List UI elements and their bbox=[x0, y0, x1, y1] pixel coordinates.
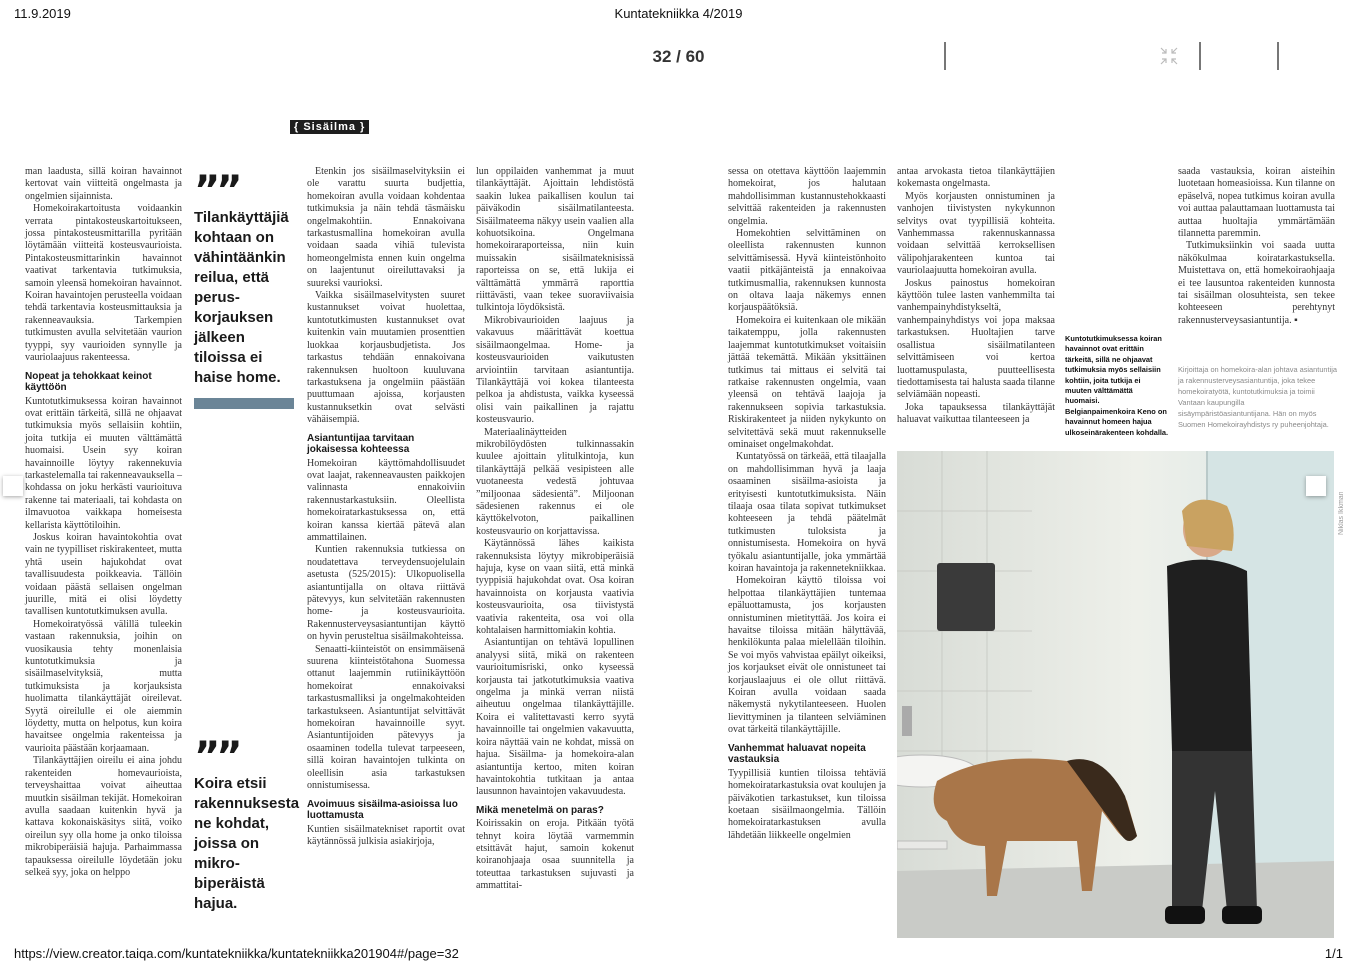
paragraph: Joskus koiran havaintokohtia ovat vain ne tyypilliset riskirakenteet, mutta yhtä usein hajukohdat ovat tavallisuudesta poikkeavia. Tällöin voidaan päästä sellaisen ongelman juurille, mitä ei olisi löydetty tavallisen kuntotutkimuksen avulla. bbox=[25, 531, 182, 618]
print-title: Kuntatekniikka 4/2019 bbox=[614, 6, 743, 21]
paragraph: Kuntotutkimuksessa koiran havainnot ovat erittäin tärkeitä, sillä ne ohjaavat tutkimuksia myös sellaisiin kohtiin, joita tutkija ei muuten välttämättä huomaisi. Usein syy koiran havainnoille löytyy rakennekuvia tarkastelemalla tai rakenneavauksella – kohdassa on joku herkästi vaurioituva rakenne tai materiaali, tai kohdasta on ilmavuotoa vaikkapa homeisesta kellarista käyttötiloihin. bbox=[25, 395, 182, 531]
article-column-1 bbox=[25, 166, 182, 879]
photo-credit: Niklas Ikkman bbox=[1338, 491, 1345, 535]
subheading: Asiantuntijaa tarvitaan jokaisessa kohteessa bbox=[307, 432, 415, 456]
subheading: Avoimuus sisäilma-asioissa luo luottamusta bbox=[307, 798, 458, 821]
article-photo bbox=[897, 451, 1334, 938]
article-column-4 bbox=[728, 166, 886, 842]
accent-bar bbox=[194, 398, 294, 409]
paragraph: Vaikka sisäilmaselvitysten suuret kustannukset voivat huolettaa, kuntotutkimusten kustannukset ovat kuitenkin vain muutamien prosenttien luokkaa korjausbudjetista. Jos tarkastus tehdään ennakoivana rakennuksen huoltoon kuuluvana tarkastuksena ja ongelmiin päästään puuttumaan ajoissa, korjausten kustannuksetkin ovat selvästi vähäisempiä. bbox=[307, 290, 465, 426]
section-tag: { Sisäilma } bbox=[290, 120, 369, 134]
pull-quote bbox=[194, 168, 300, 409]
article-column-3 bbox=[476, 166, 634, 893]
paragraph: Joka tapauksessa tilankäyttäjät haluavat vaikuttaa tilanteeseen ja bbox=[897, 401, 1055, 426]
toolbar-divider bbox=[1277, 42, 1279, 70]
author-bio: Kirjoittaja on homekoira-alan johtava asiantuntija ja rakennusterveysasiantuntija, joka tekee homekoiratyötä, kuntotutkimuksia ja toimii Vantaan kaupungilla sisäympäristöasiantuntijana. Hän on myös Suomen Homekoirayhdistys ry puheenjohtaja. bbox=[1178, 365, 1337, 429]
paragraph: Kuntien sisäilmatekniset raportit ovat käytännössä julkisia asiakirjoja, bbox=[307, 823, 465, 847]
toolbar-divider bbox=[1199, 42, 1201, 70]
paragraph: Etenkin jos sisäilmaselvityksiin ei ole varattu suurta budjettia, homekoiran avulla voidaan kohdentaa tutkimuksia ja näin tehdä täsmäisku ongelmakohtiin. Ennakoivana tarkastusmallina homekoiran avulla voidaan saada vihiä tulevista homeongelmista ennen kuin ongelma on laajentunut oireiluttavaksi ja suureksi vaurioksi. bbox=[307, 166, 465, 289]
next-page-button[interactable] bbox=[1306, 476, 1326, 496]
quote-mark-icon: ”” bbox=[194, 168, 239, 214]
paragraph: antaa arvokasta tietoa tilankäyttäjien kokemasta ongelmasta. bbox=[897, 166, 1055, 190]
print-date: 11.9.2019 bbox=[14, 6, 71, 21]
pull-quote-text: Tilankäyttäjiä kohtaan on vähintäänkin reilua, että perus-korjauksen jälkeen tiloissa ei haise home. bbox=[194, 209, 289, 386]
paragraph: Käytännössä lähes kaikista rakennuksista löytyy mikrobiperäisiä hajuja, kyse on vaan siitä, että minkä tyyppisiä hajukohdat ovat. Osa koiran havainnoista on korjausta vaativia kosteusvaurioita, osa tiivistystä vaativia rakenteita, osa voi olla kohtalaisen harmittomiakin kohtia. bbox=[476, 538, 634, 637]
subheading: Nopeat ja tehokkaat keinot käyttöön bbox=[25, 370, 152, 393]
paragraph: Homekoirakartoitusta voidaankin verrata pintakosteuskartoitukseen, jossa pintakosteusmittarilla pyritään löytämään viitteitä kosteusvaurioista. Pintakosteusmittarinkin havainnot vaativat tarkentavia tutkimuksia, samoin yleensä homekoiran havainnot. Koiran havaintojen perusteella voidaan tehdä tarkentavia kosteusmittauksia ja rakenneavauksia. Tarkempien tutkimusten avulla selvitetään vaurion tyyppi, syy vaurioiden synnylle ja vauriolaajuus rakenteessa. bbox=[25, 203, 182, 364]
toolbar-divider bbox=[944, 42, 946, 70]
paragraph: Kuntien rakennuksia tutkiessa on noudatettava terveydensuojelulain asetusta (525/2015): Ulkopuolisella asiantuntijalla on oltava riittävä pätevyys, kun selvitetään rakennusten home- ja kosteusvaurioita. Rakennusterveysasiantuntijan käyttö on hyvin perusteltua sisäilmakohteissa. bbox=[307, 544, 465, 643]
fullscreen-icon[interactable] bbox=[1157, 44, 1181, 68]
article-column-6 bbox=[1178, 166, 1335, 327]
print-url: https://view.creator.taiqa.com/kuntatekniikka/kuntatekniikka201904#/page=32 bbox=[14, 946, 459, 961]
paragraph: Materiaalinäytteiden mikrobilöydösten tulkinnassakin kuulee ajoittain ylitulkintoja, kun tilankäyttäjä pelkää vesipisteen alle vuotaneesta vedestä johtuvaa ”miljoonaa sädesientä”. Miljoonan sädesienen rakennus ei ole käyttökelvoton, paikallinen kosteusvaurio on korjattavissa. bbox=[476, 426, 634, 537]
paragraph: lun oppilaiden vanhemmat ja muut tilankäyttäjät. Ajoittain lehdistöstä saakin lukea paikallisen koulun tai päiväkodin sisäilmatilanteesta. Sisäilmateema näkyy usein vaalien alla kohuotsikoina. Ongelmana homekoiraraporteissa, niin kuin muissakin sisäilmateknisissä raporteissa on se, että lukija ei välttämättä ymmärrä raporttia riittävästi, vaan tekee suoraviivaisia tulkintoja löydöksistä. bbox=[476, 166, 634, 314]
paragraph: Homekoira ei kuitenkaan ole mikään taikatemppu, jolla rakennusten laajemmat kuntotutkimukset voitaisiin jättää tekemättä. Mikään yksittäinen tutkimus tai mittaus ei selvitä tai ratkaise rakennusten ongelmia, vaan yleensä on tehtävä laajoja ja rakennukseen sopivia tarkastuksia. Riskirakenteet ja niiden nykykunto on selvitettävä sekä muut rakennukselle ominaiset ongelmakohdat. bbox=[728, 314, 886, 450]
paragraph: sessa on otettava käyttöön laajemmin homekoirat, jos halutaan mahdollisimman kustannustehokkaasti selvittää rakenteiden ja rakennusten ongelmia. bbox=[728, 166, 886, 227]
photo-caption: Kuntotutkimuksessa koiran havainnot ovat erittäin tärkeitä, sillä ne ohjaavat tutkimuksia myös sellaisiin kohtiin, joita tutkija ei muuten välttämättä huomaisi. Belgianpaimenkoira Keno on havainnut homeen hajua ulkoseinärakenteen kohdalla. bbox=[1065, 334, 1169, 437]
paragraph: Homekoiratyössä välillä tuleekin vastaan rakennuksia, joihin on vuosikausia tehty monenlaisia kuntotutkimuksia ja sisäilmaselvityksiä, mutta tutkimuksista ja korjauksista huolimatta tilankäyttäjät oireilevat. Syytä oireilulle ei ole aiemmin löydetty, mutta on helpotus, kun koira havaitsee ongelmia rakenteissa ja vaurioita päästään korjaamaan. bbox=[25, 618, 182, 754]
paragraph: Homekohtien selvittäminen on oleellista rakennusten kunnon selvittämisessä. Hyvä kiinteistönhoito vaatii pitkäjänteistä ja ennakoivaa tutkimusmallia, rakennuksen kunnosta on oltava laaja näkemys ennen korjauspäätöksiä. bbox=[728, 228, 886, 314]
print-page-number: 1/1 bbox=[1324, 946, 1343, 961]
paragraph: Tilankäyttäjien oireilu ei aina johdu rakenteiden homevaurioista, terveyshaittaa voivat aiheuttaa muutkin sisäilman tekijät. Homekoiran avulla saadaan kuitenkin hyvä ja kattava kokonaiskäsitys siitä, voiko oireilun syy olla home ja onko tiloissa mikrobiperäisiä hajuja. Parhaimmassa tapauksessa oireilulle löydetään joku selkeä syy, joka on helppo bbox=[25, 755, 182, 878]
paragraph: Homekoiran käyttömahdollisuudet ovat laajat, rakenneavausten paikkojen valinnasta ennakoiviin rakennustarkastuksiin. Oleellista homekoiratarkastuksessa on, että koiran kanssa kiertää pätevä alan ammattilainen. bbox=[307, 457, 465, 543]
quote-mark-icon: ”” bbox=[194, 734, 239, 780]
pull-quote bbox=[194, 734, 300, 914]
article-column-2 bbox=[307, 166, 465, 848]
page-indicator: 32 / 60 bbox=[652, 47, 705, 66]
paragraph: Joskus painostus homekoiran käyttöön tulee lasten vanhemmilta tai vanhempainyhdistykseltä, vanhempainyhdistys voi jopa maksaa tarkastuksen. Huoltajien tarve osallistua sisäilmatilanteen selvittämiseen voi kertoa luottamuspulasta, puutteellisesta tiedottamisesta tai halusta saada tilanne selviämään nopeasti. bbox=[897, 277, 1055, 401]
previous-page-button[interactable] bbox=[3, 476, 23, 496]
paragraph: Kuntatyössä on tärkeää, että tilaajalla on mahdollisimman hyvä ja laaja osaaminen sisäilma-asioista ja erityisesti kuntotutkimuksista. Näin tilaaja osaa tilata sopivat tutkimukset kohteeseen ja tehdä päätelmät tutkimusten tuloksista ja onnistumisesta. Homekoira on hyvä työkalu asiantuntijalle, joka ymmärtää koiran havaintoja ja rakennetekniikkaa. bbox=[728, 451, 886, 574]
paragraph: Tutkimuksiinkin voi saada uutta näkökulmaa koiratarkastuksella. Muistettava on, että homekoiraohjaaja ei tee lausuntoa rakenteiden kunnosta tai sisäilman olosuhteista, sen tekee kohteeseen perehtynyt rakennusterveysasiantuntija. ▪ bbox=[1178, 240, 1335, 326]
paragraph: Senaatti-kiinteistöt on ensimmäisenä suurena kiinteistötahona Suomessa ottanut laajemmin rutiinikäyttöön homekoirat ennakoivaksi tarkastusmalliksi ja ongelmakohteiden tarkastukseen. Asiantuntijat selvittävät homekoiran havainnoille syyt. Asiantuntijoiden pätevyys ja osaaminen todella tulevat tarpeeseen, sillä koiran havaintojen tulkinta on oleellisin asia tarkastuksen onnistumisessa. bbox=[307, 643, 465, 792]
subheading: Mikä menetelmä on paras? bbox=[476, 804, 604, 816]
paragraph: Koirissakin on eroja. Pitkään työtä tehnyt koira löytää varmemmin etsittävät hajut, samoin kokenut koiranohjaaja osaa suunnitella ja toteuttaa tarkastuksen sujuvasti ja ammattitai- bbox=[476, 818, 634, 892]
subheading: Vanhemmat haluavat nopeita vastauksia bbox=[728, 742, 866, 766]
paragraph: saada vastauksia, koiran aisteihin luotetaan homeasioissa. Kun tilanne on epäselvä, nopea tutkimus koiran avulla voi auttaa palauttamaan luottamusta tai auttaa huoltajia ymmärtämään tilannetta paremmin. bbox=[1178, 166, 1335, 240]
article-column-5 bbox=[897, 166, 1055, 427]
paragraph: Tyypillisiä kuntien tiloissa tehtäviä homekoiratarkastuksia ovat koulujen ja päiväkotien tarkastukset, kun tiloissa koetaan sisäilmaongelmia. Tällöin homekoiratarkastuksen avulla lähdetään liikkeelle ongelmien bbox=[728, 767, 886, 841]
paragraph: man laadusta, sillä koiran havainnot kertovat vain viitteitä ongelmasta ja ongelmien sijainnista. bbox=[25, 166, 182, 202]
paragraph: Mikrobivaurioiden laajuus ja vakavuus määrittävät koettua sisäilmaongelmaa. Home- ja kosteusvaurioiden vaikutusten arviointiin tarvitaan asiantuntija. Tilankäyttäjä voi kokea tilanteesta pelkoa ja ahdistusta, vaikka kyseessä olisi vain paikallinen ja rajattu kosteusvaurio. bbox=[476, 314, 634, 426]
pull-quote-text: Koira etsii rakennuksesta ne kohdat, joissa on mikro-biperäistä hajua. bbox=[194, 775, 300, 912]
paragraph: Asiantuntijan on tehtävä lopullinen analyysi siitä, mikä on rakenteen vaurioitumisriski, onko kyseessä korjausta tai jatkotutkimuksia vaativa ongelma ja minkä verran niistä aiheutuu ongelmaa tilankäyttäjille. Koira ei valitettavasti kerro syytä havainnoille tai ongelmien vakavuutta, koira näyttää vain ne kohdat, missä on hajua. Sisäilma- ja homekoira-alan asiantuntija kertoo, miten koiran havaintokohtia tutkitaan ja antaa lausunnon havaintojen vakavuudesta. bbox=[476, 637, 634, 798]
paragraph: Homekoiran käyttö tiloissa voi helpottaa tilankäyttäjien tuntemaa epäluottamusta, jos korjausten onnistuminen mietityttää. Jos koira ei havaitse tiloissa mitään hälyttävää, henkilökunta palaa mielellään tiloihin. Se voi myös vahvistaa epäilyt oikeiksi, jos korjaukset eivät ole onnistuneet tai korjauslaajuus ei ole ollut riittävä. Koiran avulla voidaan saada näkemystä nykytilanteeseen. Huolen lievittyminen ja tilanteen selviäminen ovat tärkeitä tilankäyttäjille. bbox=[728, 575, 886, 736]
paragraph: Myös korjausten onnistuminen ja vanhojen tiivistysten nykykunnon selvitys ovat tyypillisiä kohteita. Vanhemmassa rakennuskannassa voidaan selvittää kerroksellisen välipohjarakenteen kuntoa tai vauriolaajuutta homekoiran avulla. bbox=[897, 190, 1055, 277]
